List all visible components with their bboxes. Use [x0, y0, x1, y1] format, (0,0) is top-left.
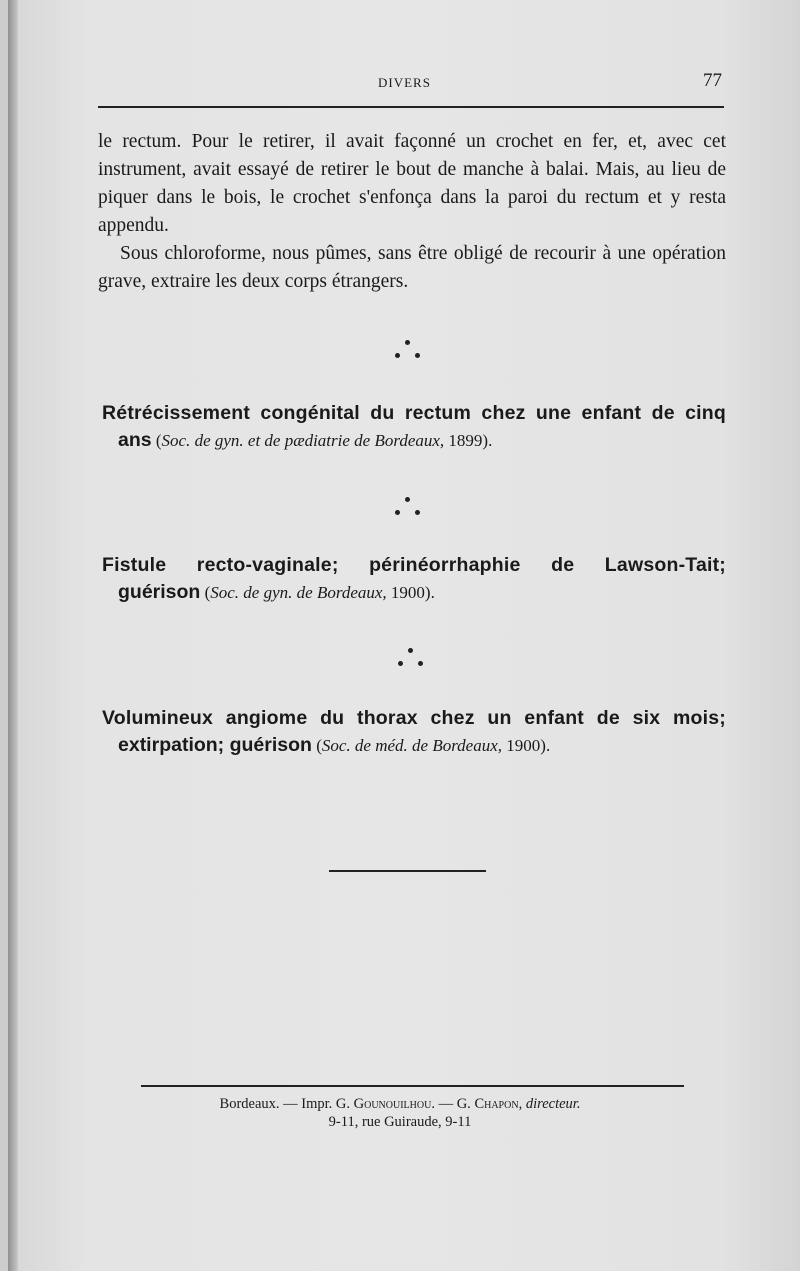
imprint-text: Bordeaux. — Impr. G. — [219, 1096, 354, 1112]
director-name: Chapon — [474, 1096, 519, 1112]
entry-continuation — [102, 732, 726, 759]
footer-rule — [141, 1085, 684, 1087]
bibliography-entry — [102, 552, 726, 606]
bibliography-entry — [102, 705, 726, 759]
entry-reference — [152, 431, 493, 450]
journal-name: Soc. de gyn. et de pædiatrie de Bordeaux, — [161, 431, 445, 450]
entry-title: Fistule recto-vaginale; périnéorrhaphie de Lawson-Tait; — [102, 554, 726, 576]
ref-paren: ( — [200, 583, 211, 602]
imprint-text: . — G. — [431, 1096, 475, 1112]
header-rule — [98, 106, 724, 108]
ref-year: 1900). — [502, 736, 551, 755]
asterism-divider — [389, 497, 429, 527]
paragraph: le rectum. Pour le retirer, il avait façonné un crochet en fer, et, avec cet instrument, avait essayé de retirer le bout de manche à balai. Mais, au lieu de piquer dans le bois, le crochet s'enfonça dans la paroi du rectum et y resta appendu. — [98, 131, 726, 236]
ref-year: 1899). — [444, 431, 493, 450]
journal-name: Soc. de gyn. de Bordeaux, — [210, 583, 387, 602]
asterism-divider — [389, 340, 429, 370]
asterism-divider — [392, 648, 432, 678]
ref-paren: ( — [311, 736, 322, 755]
entry-title: Volumineux angiome du thorax chez un enfant de six mois; — [102, 707, 726, 729]
entry-title-end: guérison — [118, 581, 201, 603]
body-text — [98, 128, 726, 296]
journal-name: Soc. de méd. de Bordeaux, — [321, 736, 503, 755]
printer-name: Gounouilhou — [353, 1096, 432, 1112]
bibliography-entry — [102, 400, 726, 454]
ref-paren: ( — [151, 431, 162, 450]
entry-title-end: extirpation; guérison — [118, 734, 312, 756]
entry-continuation — [102, 579, 726, 606]
printer-imprint — [0, 1096, 800, 1113]
page-number: 77 — [703, 70, 722, 91]
paragraph: Sous chloroforme, nous pûmes, sans être obligé de recourir à une opération grave, extraire les deux corps étrangers. — [98, 243, 726, 292]
running-head: DIVERS — [378, 75, 431, 90]
entry-continuation — [102, 427, 726, 454]
page-edge-shadow — [8, 0, 18, 1271]
imprint-text: , — [518, 1096, 526, 1112]
printer-address: 9-11, rue Guiraude, 9-11 — [328, 1114, 472, 1130]
entry-reference — [312, 736, 550, 755]
ref-year: 1900). — [386, 583, 435, 602]
entry-title: Rétrécissement congénital du rectum chez une enfant de cinq — [102, 402, 726, 424]
entry-reference — [200, 583, 435, 602]
section-end-rule — [329, 870, 486, 872]
director-title: directeur. — [525, 1096, 581, 1112]
entry-title-end: ans — [118, 429, 152, 451]
